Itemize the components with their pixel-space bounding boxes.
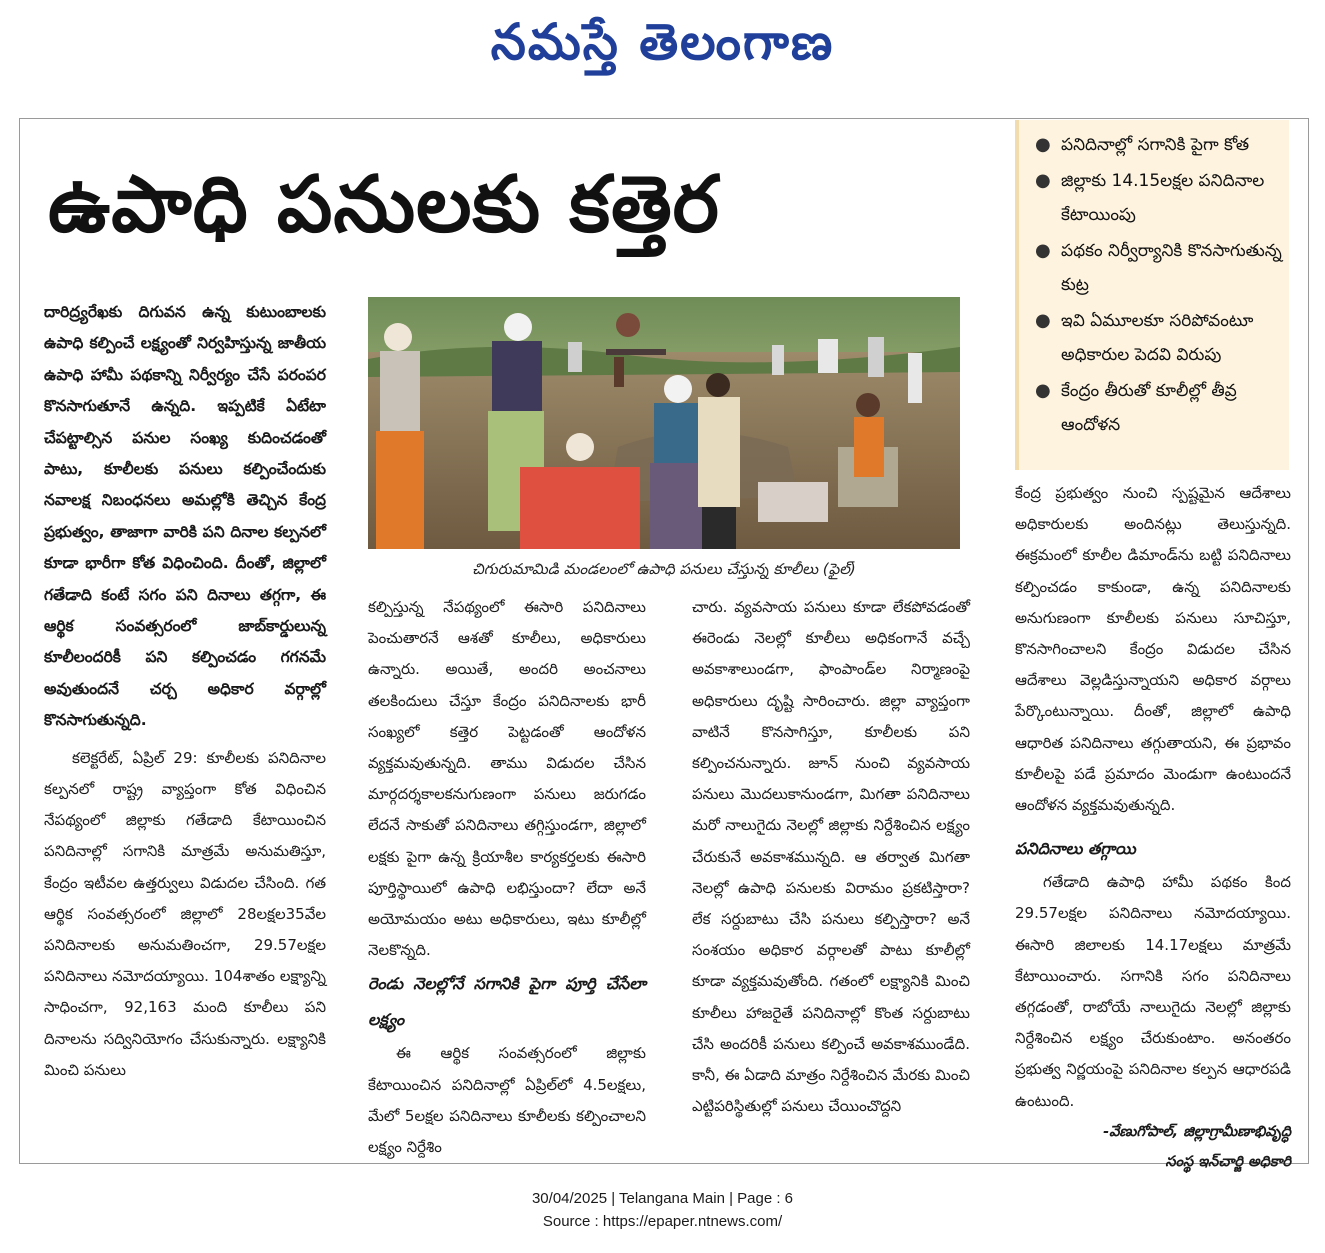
article-column-1 [44, 297, 326, 1157]
worker-figure [376, 323, 424, 549]
highlight-item: ● జిల్లాకు 14.15లక్షల పనిదినాల కేటాయింపు [1029, 164, 1283, 232]
bullet-icon: ● [1035, 170, 1051, 191]
article-photo [368, 297, 960, 549]
highlight-item: ● ఇవి ఏమూలకూ సరిపోవంటూ అధికారుల పెదవి విరుపు [1029, 304, 1283, 372]
body-paragraph: చారు. వ్యవసాయ పనులు కూడా లేకపోవడంతో ఈరెండు నెలల్లో కూలీలు అధికంగానే వచ్చే అవకాశాలుండగా, ఫాంపాండ్‌ల నిర్మాణంపై అధికారులు దృష్టి సారించారు. జిల్లా వ్యాప్తంగా వాటినే కొనసాగిస్తూ, కూలీలకు పని కల్పించనున్నారు. జూన్ నుంచి వ్యవసాయ పనులు మొదలుకానుండగా, మిగతా పనిదినాలు మరో నాలుగైదు నెలల్లో జిల్లాకు నిర్దేశించిన లక్ష్యం చేరుకునే అవకాశమున్నది. ఆ తర్వాత మిగతా నెలల్లో ఉపాధి పనులకు విరామం ప్రకటిస్తారా? లేక సర్దుబాటు చేసి పనులు కల్పిస్తారా? అనే సంశయం అధికార వర్గాలతో పాటు కూలీల్లో కూడా వ్యక్తమవుతోంది. గతంలో లక్ష్యానికి మించి కూలీలు హాజరైతే పనిదినాల్లో కొంత సర్దుబాటు చేసి అందరికీ పనులు కల్పించే అవకాశముండేది. కానీ, ఈ ఏడాది మాత్రం నిర్దేశించిన మేరకు మించి ఎట్టిపరిస్థితుల్లో పనులు చేయించొద్దని [692, 598, 970, 1116]
footer-source: Source : https://epaper.ntnews.com/ [542, 1213, 783, 1230]
article-column-2 [368, 592, 646, 1157]
lead-paragraph: దారిద్ర్యరేఖకు దిగువన ఉన్న కుటుంబాలకు ఉపాధి కల్పించే లక్ష్యంతో నిర్వహిస్తున్న జాతీయ ఉపాధి హామీ పథకాన్ని నిర్వీర్యం చేసే పరంపర కొనసాగుతూనే ఉన్నది. ఇప్పటికే ఏటేటా చేపట్టాల్సిన పనుల సంఖ్య కుదించడంతో పాటు, కూలీలకు పనులు కల్పించేందుకు నవాలక్ష నిబంధనలు అమల్లోకి తెచ్చిన కేంద్ర ప్రభుత్వం, తాజాగా వారికి పని దినాల కల్పనలో కూడా భారీగా కోత విధించింది. దీంతో, జిల్లాలో గతేడాది కంటే సగం పని దినాలు తగ్గగా, ఈ ఆర్థిక సంవత్సరంలో జాబ్‌కార్డులున్న కూలీలందరికీ పని కల్పించడం గగనమే అవుతుందనే చర్చ అధికార వర్గాల్లో కొనసాగుతున్నది. [44, 303, 326, 730]
highlight-item: ● పనిదినాల్లో సగానికి పైగా కోత [1029, 128, 1283, 162]
section-subheading: పనిదినాలు తగ్గాయి [1015, 839, 1136, 859]
worker-figure [698, 373, 740, 549]
article-column-4 [1015, 478, 1291, 1170]
masthead-logo: నమస్తే తెలంగాణ [490, 12, 835, 71]
bullet-icon: ● [1035, 310, 1051, 331]
bullet-icon: ● [1035, 240, 1051, 261]
highlights-box [1015, 120, 1289, 470]
highlight-item: ● కేంద్రం తీరుతో కూలీల్లో తీవ్ర ఆందోళన [1029, 374, 1283, 442]
body-paragraph: కేంద్ర ప్రభుత్వం నుంచి స్పష్టమైన ఆదేశాలు అధికారులకు అందినట్లు తెలుస్తున్నది. ఈక్రమంలో కూలీల డిమాండ్‌ను బట్టి పనిదినాలు కల్పించడం కాకుండా, ఉన్న పనిదినాలకు అనుగుణంగా కూలీలకు పనులు సూచిస్తూ, కొనసాగించాలని కేంద్రం విడుదల చేసిన ఆదేశాలు వెల్లడిస్తున్నాయని అధికార వర్గాలు పేర్కొంటున్నాయి. దీంతో, జిల్లాలో ఉపాధి ఆధారిత పనిదినాలు తగ్గుతాయని, ఈ ప్రభావం కూలీలపై పడే ప్రమాదం మెండుగా ఉంటుందనే ఆందోళన వ్యక్తమవుతున్నది. [1015, 484, 1291, 815]
bullet-icon: ● [1035, 134, 1051, 155]
body-paragraph: కల్పిస్తున్న నేపథ్యంలో ఈసారి పనిదినాలు పెంచుతారనే ఆశతో కూలీలు, అధికారులు ఉన్నారు. అయితే, అందరి అంచనాలు తలకిందులు చేస్తూ కేంద్రం పనిదినాలకు భారీ సంఖ్యలో కత్తెర పెట్టడంతో ఆందోళన వ్యక్తమవుతున్నది. తాము విడుదల చేసిన మార్గదర్శకాలకనుగుణంగా పనులు జరుగడం లేదనే సాకుతో పనిదినాలు తగ్గిస్తుండగా, జిల్లాలో లక్షకు పైగా ఉన్న క్రియాశీల కార్యకర్తలకు ఈసారి పూర్తిస్థాయిలో ఉపాధి లభిస్తుందా? లేదా అనే అయోమయం అటు అధికారులు, ఇటు కూలీల్లో నెలకొన్నది. [368, 598, 646, 960]
quote-paragraph: గతేడాది ఉపాధి హామీ పథకం కింద 29.57లక్షల పనిదినాలు నమోదయ్యాయి. ఈసారి జిలాలకు 14.17లక్షలు మాత్రమే కేటాయించారు. సగానికి సగం పనిదినాలు తగ్గడంతో, రాబోయే నాలుగైదు నెలల్లో జిల్లాకు నిర్దేశించిన లక్ష్యం చేరుకుంటాం. అనంతరం ప్రభుత్వ నిర్ణయంపై పనిదినాల కల్పన ఆధారపడి ఉంటుంది. [1015, 873, 1291, 1110]
article-column-3 [692, 592, 970, 1157]
highlight-item: ● పథకం నిర్వీర్యానికి కొనసాగుతున్న కుట్ర [1029, 234, 1283, 302]
article-headline: ఉపాధి పనులకు కత్తెర [48, 160, 720, 250]
body-paragraph: ఈ ఆర్థిక సంవత్సరంలో జిల్లాకు కేటాయించిన పనిదినాల్లో ఏప్రిల్‌లో 4.5లక్షలు, మేలో 5లక్షల పనిదినాలు కూలీలకు కల్పించాలని లక్ష్యం నిర్దేశిం [368, 1044, 646, 1157]
section-subheading: రెండు నెలల్లోనే సగానికి పైగా పూర్తి చేసేలా లక్ష్యం [368, 974, 646, 1030]
quote-credit: -వేణుగోపాల్, జిల్లాగ్రామీణాభివృద్ధి [1103, 1123, 1291, 1140]
body-paragraph: కలెక్టరేట్, ఏప్రిల్ 29: కూలీలకు పనిదినాల కల్పనలో రాష్ట్ర వ్యాప్తంగా కోత విధించిన నేపథ్యంలో జిల్లాకు గతేడాది కేటాయించిన పనిదినాల్లో సగానికి మాత్రమే అనుమతిస్తూ, కేంద్రం ఇటీవల ఉత్తర్వులు విడుదల చేసింది. గత ఆర్థిక సంవత్సరంలో జిల్లాలో 28లక్షల35వేల పనిదినాలకు అనుమతించగా, 29.57లక్షల పనిదినాలు నమోదయ్యాయి. 104శాతం లక్ష్యాన్ని సాధించగా, 92,163 మంది కూలీలు పని దినాలను సద్వినియోగం చేసుకున్నారు. లక్ష్యానికి మించి పనులు [44, 748, 326, 1079]
photo-caption: చిగురుమామిడి మండలంలో ఉపాధి పనులు చేస్తున్న కూలీలు (ఫైల్) [472, 560, 856, 578]
footer-date-page: 30/04/2025 | Telangana Main | Page : 6 [531, 1190, 794, 1207]
bullet-icon: ● [1035, 380, 1051, 401]
quote-credit-role: సంస్థ ఇన్‌చార్జి అధికారి [1165, 1153, 1291, 1170]
